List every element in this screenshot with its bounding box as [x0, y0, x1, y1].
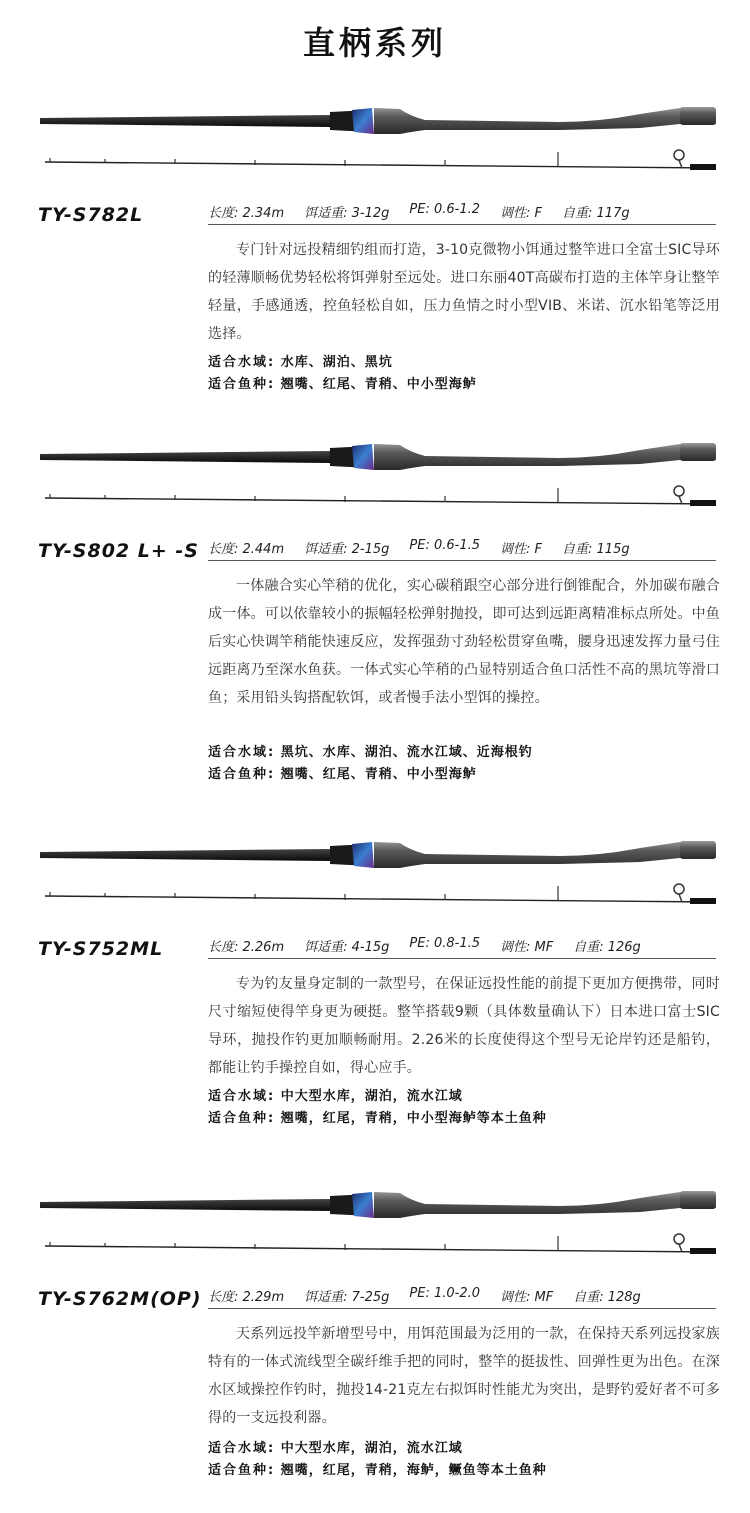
spec-length: 长度: 2.44m	[208, 542, 285, 557]
fit-waters-value: 水库、湖泊、黑坑	[280, 355, 393, 370]
rod-image	[40, 436, 720, 516]
spec-length: 长度: 2.34m	[208, 206, 285, 221]
fit-fish	[208, 374, 728, 396]
fit-fish	[208, 1108, 728, 1130]
rod-image	[40, 100, 720, 180]
spec-weight: 自重: 126g	[573, 940, 641, 955]
fit-fish-label: 适合鱼种:	[208, 767, 276, 782]
spec-length: 长度: 2.26m	[208, 940, 285, 955]
spec-action: 调性: F	[500, 542, 543, 557]
fit-waters-label: 适合水域:	[208, 355, 276, 370]
product-specs	[208, 1286, 716, 1309]
fit-fish-value: 翘嘴，红尾，青稍，海鲈，鳜鱼等本土鱼种	[280, 1463, 547, 1478]
fit-waters	[208, 1086, 728, 1108]
fit-fish-value: 翘嘴、红尾、青稍、中小型海鲈	[280, 767, 477, 782]
spec-action: 调性: MF	[500, 1290, 554, 1305]
spec-length: 长度: 2.29m	[208, 1290, 285, 1305]
product-specs	[208, 936, 716, 959]
fit-fish	[208, 764, 728, 786]
spec-action: 调性: MF	[500, 940, 554, 955]
rod-image	[40, 834, 720, 914]
product-card	[0, 834, 750, 1134]
product-description: 一体融合实心竿稍的优化，实心碳稍跟空心部分进行倒锥配合，外加碳布融合成一体。可以依靠较小的振幅轻松弹射抛投，即可达到远距离精准标点所处。中鱼后实心快调竿稍能快速反应，发挥强劲寸劲轻松贯穿鱼嘴，腰身迅速发挥力量弓住远距离乃至深水鱼获。一体式实心竿稍的凸显特别适合鱼口活性不高的黑坑等滑口鱼；采用铅头钩搭配软饵，或者慢手法小型饵的操控。	[208, 578, 720, 706]
fit-waters-label: 适合水域:	[208, 1089, 276, 1104]
fit-fish-label: 适合鱼种:	[208, 1463, 276, 1478]
product-description: 天系列远投竿新增型号中，用饵范围最为泛用的一款，在保持天系列远投家族特有的一体式流线型全碳纤维手把的同时，整竿的挺拔性、回弹性更为出色。在深水区域操控作钓时，抛投14-21克左右拟饵时性能尤为突出，是野钓爱好者不可多得的一支远投利器。	[208, 1326, 720, 1426]
product-model: TY-S762M(OP)	[38, 1288, 202, 1310]
spec-weight: 自重: 115g	[562, 542, 630, 557]
spec-pe: PE: 1.0-2.0	[409, 1286, 481, 1301]
product-card	[0, 100, 750, 400]
spec-lure: 饵适重: 4-15g	[304, 940, 390, 955]
fit-waters-value: 中大型水库，湖泊，流水江域	[280, 1089, 463, 1104]
product-model: TY-S802 L+ -S	[38, 540, 199, 562]
spec-pe: PE: 0.8-1.5	[409, 936, 481, 951]
fit-waters-label: 适合水域:	[208, 745, 276, 760]
fit-fish-value: 翘嘴、红尾、青稍、中小型海鲈	[280, 377, 477, 392]
product-model: TY-S782L	[38, 204, 144, 226]
spec-lure: 饵适重: 2-15g	[304, 542, 390, 557]
product-description: 专门针对远投精细钓组而打造，3-10克微物小饵通过整竿进口全富士SIC导环的轻薄顺畅优势轻松将饵弹射至远处。进口东丽40T高碳布打造的主体竿身让整竿轻量，手感通透，控鱼轻松自如，压力鱼情之时小型VIB、米诺、沉水铅笔等泛用选择。	[208, 242, 720, 342]
fit-waters-label: 适合水域:	[208, 1441, 276, 1456]
product-specs	[208, 538, 716, 561]
fit-waters-value: 中大型水库，湖泊，流水江域	[280, 1441, 463, 1456]
fit-fish-label: 适合鱼种:	[208, 377, 276, 392]
product-model: TY-S752ML	[38, 938, 164, 960]
fit-fish	[208, 1460, 728, 1482]
fit-waters	[208, 1438, 728, 1460]
product-description: 专为钓友量身定制的一款型号，在保证远投性能的前提下更加方便携带，同时尺寸缩短使得竿身更为硬挺。整竿搭载9颗（具体数量确认下）日本进口富士SIC 导环，抛投作钓更加顺畅耐用。2.26米的长度使得这个型号无论岸钓还是船钓，都能让钓手操控自如，得心应手。	[208, 976, 720, 1076]
spec-weight: 自重: 128g	[573, 1290, 641, 1305]
fit-waters	[208, 742, 728, 764]
spec-weight: 自重: 117g	[562, 206, 630, 221]
fit-fish-label: 适合鱼种:	[208, 1111, 276, 1126]
product-specs	[208, 202, 716, 225]
product-card	[0, 1184, 750, 1494]
spec-pe: PE: 0.6-1.5	[409, 538, 481, 553]
product-card	[0, 436, 750, 806]
page-title: 直柄系列	[302, 24, 447, 62]
spec-lure: 饵适重: 7-25g	[304, 1290, 390, 1305]
rod-image	[40, 1184, 720, 1264]
fit-fish-value: 翘嘴，红尾，青稍，中小型海鲈等本土鱼种	[280, 1111, 547, 1126]
spec-pe: PE: 0.6-1.2	[409, 202, 481, 217]
fit-waters	[208, 352, 728, 374]
spec-action: 调性: F	[500, 206, 543, 221]
spec-lure: 饵适重: 3-12g	[304, 206, 390, 221]
fit-waters-value: 黑坑、水库、湖泊、流水江域、近海根钓	[280, 745, 533, 760]
